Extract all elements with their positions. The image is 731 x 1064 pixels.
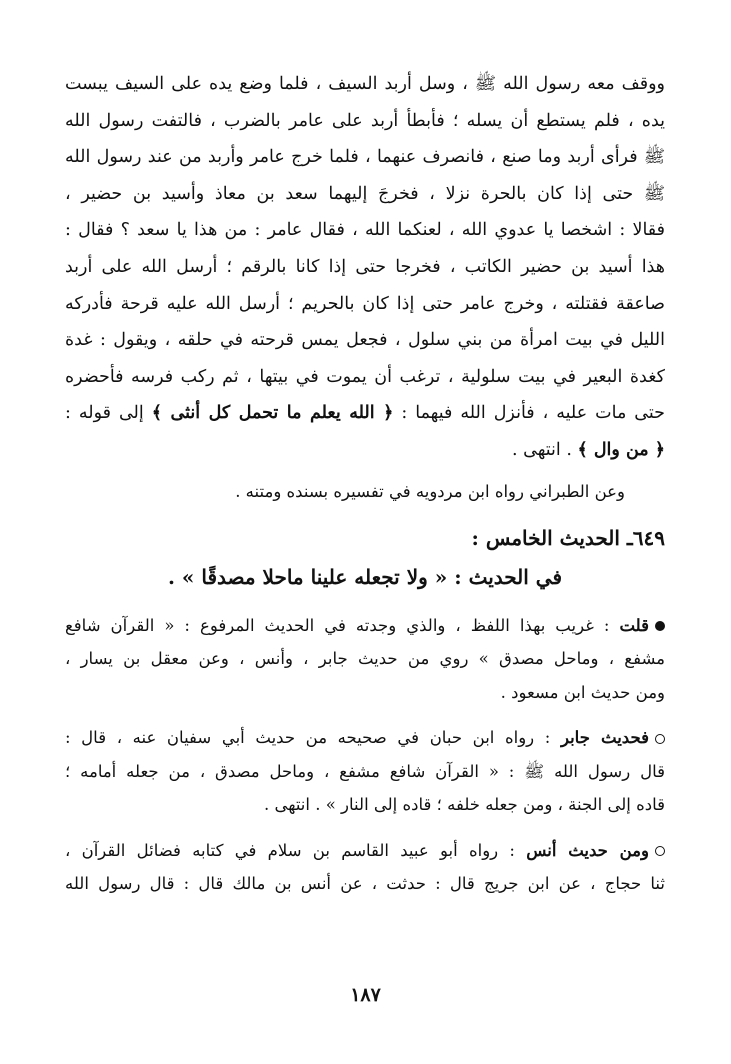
paragraph-first-rest: : رواه ابن حبان في صحيحه من حديث أبي سفيان عنه ، قال :: [65, 728, 551, 748]
open-bullet-icon: [655, 846, 665, 856]
paragraph-first-line: [65, 834, 665, 868]
page-number: ١٨٧: [350, 984, 381, 1006]
paragraph-anas: [65, 834, 665, 901]
text-line: قال رسول الله ﷺ : « القرآن شافع مشفع ، وماحل مصدق ، من جعله أمامه ؛: [65, 761, 665, 781]
paragraph-first-rest: : رواه أبو عبيد القاسم بن سلام في كتابه فضائل القرآن ،: [65, 840, 515, 860]
text-line: مشفع ، وماحل مصدق » روي من حديث جابر ، وأنس ، وعن معقل بن يسار ،: [65, 649, 665, 669]
paragraph-first-line: [65, 721, 665, 755]
quran-prefix: حتى مات عليه ، فأنزل الله فيهما :: [401, 403, 665, 424]
text-line: الليل في بيت امرأة من بني سلول ، فجعل يمس قرحته في حلقه ، ويقول : غدة: [65, 330, 665, 351]
paragraph-label: ومن حديث أنس: [526, 840, 649, 860]
text-line: يده ، فلم يستطع أن يسله ؛ فأبطأ أربد على عامر بالضرب ، فالتفت رسول الله: [65, 110, 665, 131]
text-line: ومن حديث ابن مسعود .: [500, 682, 665, 702]
text-line: هذا أسيد بن حضير الكاتب ، فخرجا حتى إذا كانا بالرقم ؛ أرسل الله على أربد: [65, 256, 665, 277]
paragraph-qult: [65, 609, 665, 710]
section-subheading: [65, 557, 665, 597]
text-line: قاده إلى الجنة ، ومن جعله خلفه ؛ قاده إلى النار » . انتهى .: [263, 795, 665, 815]
paragraph-jabir: [65, 721, 665, 822]
open-bullet-icon: [655, 734, 665, 744]
text-line-end: [65, 432, 665, 469]
section-sub-prefix: في الحديث :: [454, 564, 563, 589]
section-sub-quote: « ولا تجعله علينا ماحلا مصدقًا » .: [167, 564, 448, 589]
page-body: [65, 66, 665, 901]
text-line: صاعقة فقتلته ، وخرج عامر حتى إذا كان بالحريم ؛ أرسل الله عليه قرحة فأدركه: [65, 293, 665, 314]
text-line: كغدة البعير في بيت سلولية ، ترغب أن يموت في بيتها ، ثم ركب فرسه فأحضره: [65, 366, 665, 387]
text-line: ﷺ فرأى أربد وما صنع ، فانصرف عنهما ، فلما خرج عامر وأربد من عند رسول الله: [65, 147, 665, 168]
paragraph-first-rest: : غريب بهذا اللفظ ، والذي وجدته في الحديث المرفوع : « القرآن شافع: [65, 615, 610, 635]
text-line: ثنا حجاج ، عن ابن جريج قال : حدثت ، عن أنس بن مالك قال : قال رسول الله: [65, 874, 665, 894]
text-line: ووقف معه رسول الله ﷺ ، وسل أربد السيف ، فلما وضع يده على السيف يبست: [65, 74, 665, 94]
quran-verse: ﴿ الله يعلم ما تحمل كل أنثى ﴾: [151, 403, 394, 424]
narrative-block: [65, 66, 665, 469]
paragraph-label: فحديث جابر: [560, 728, 650, 748]
quran-suffix: إلى قوله :: [65, 403, 144, 424]
text-line: فقالا : اشخصا يا عدوي الله ، لعنكما الله ، فقال عامر : من هذا يا سعد ؟ فقال :: [65, 220, 665, 241]
end-text: . انتهى .: [511, 439, 572, 460]
section-heading: ٦٤٩ـ الحديث الخامس :: [471, 525, 665, 550]
paragraph-first-line: [65, 609, 665, 643]
paragraph-label: قلت: [619, 615, 649, 635]
text-line-quran: [65, 395, 665, 432]
source-note: وعن الطبراني رواه ابن مردويه في تفسيره بسنده ومتنه .: [235, 481, 625, 501]
text-line: ﷺ حتى إذا كان بالحرة نزلا ، فخرجَ إليهما سعد بن معاذ وأسيد بن حضير ،: [65, 183, 665, 204]
quran-end: ﴿ من وال ﴾: [577, 439, 665, 460]
filled-bullet-icon: [655, 621, 665, 631]
